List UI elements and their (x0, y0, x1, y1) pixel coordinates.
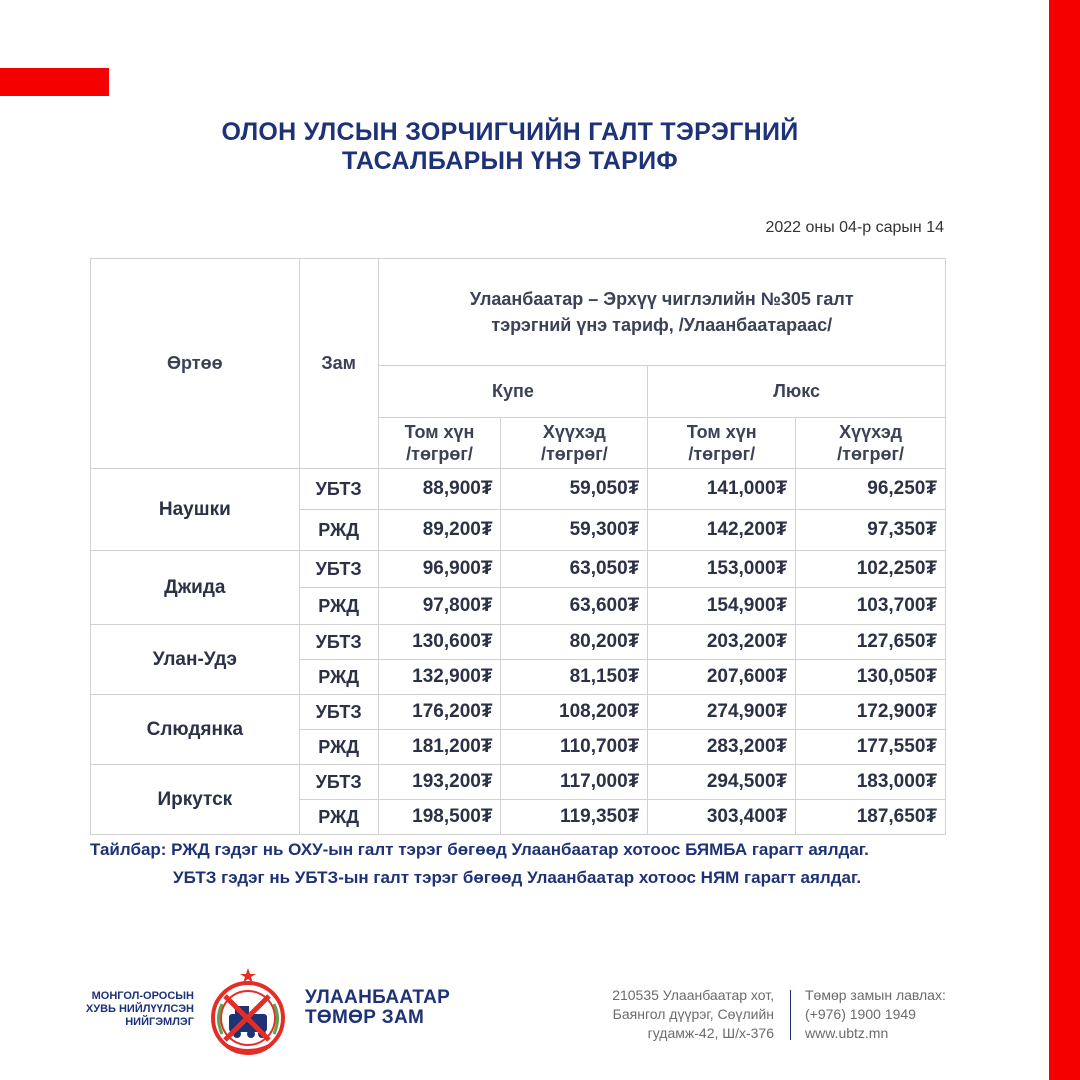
price-kupe-adult: 132,900₮ (378, 660, 501, 695)
price-kupe-child: 81,150₮ (501, 660, 648, 695)
footnote-line-1: Тайлбар: РЖД гэдэг нь ОХУ-ын галт тэрэг бөгөөд Улаанбаатар хотоос БЯМБА гарагт аялдаг. (90, 840, 869, 859)
price-kupe-adult: 193,200₮ (378, 765, 501, 800)
price-lux-child: 103,700₮ (796, 588, 946, 625)
fare-label-unit: /төгрөг/ (540, 444, 608, 464)
price-lux-child: 96,250₮ (796, 469, 946, 510)
price-lux-child: 127,650₮ (796, 625, 946, 660)
price-kupe-child: 59,050₮ (501, 469, 648, 510)
price-lux-adult: 141,000₮ (648, 469, 796, 510)
header-class-lux: Люкс (648, 366, 946, 418)
price-kupe-adult: 181,200₮ (378, 730, 501, 765)
price-kupe-adult: 89,200₮ (378, 510, 501, 551)
price-lux-child: 97,350₮ (796, 510, 946, 551)
issue-date: 2022 оны 04-р сарын 14 (765, 219, 944, 236)
fare-label-unit: /төгрөг/ (406, 444, 473, 464)
contact-info (805, 986, 946, 1043)
price-kupe-adult: 96,900₮ (378, 551, 501, 588)
header-kupe-child (501, 418, 648, 469)
left-red-accent (0, 68, 109, 96)
price-kupe-adult: 198,500₮ (378, 800, 501, 835)
table-row (91, 469, 946, 510)
price-lux-adult: 142,200₮ (648, 510, 796, 551)
org-line-3: НИЙГЭМЛЭГ (125, 1016, 194, 1028)
station-cell: Наушки (91, 469, 300, 551)
page-title (160, 118, 860, 176)
joint-venture-label (82, 990, 194, 1029)
contact-line-1: Төмөр замын лавлах: (805, 987, 946, 1003)
contact-line-2: (+976) 1900 1949 (805, 1006, 916, 1022)
rail-cell: УБТЗ (299, 765, 378, 800)
station-cell: Иркутск (91, 765, 300, 835)
station-cell: Джида (91, 551, 300, 625)
price-kupe-child: 117,000₮ (501, 765, 648, 800)
price-kupe-adult: 130,600₮ (378, 625, 501, 660)
price-lux-child: 172,900₮ (796, 695, 946, 730)
price-lux-child: 177,550₮ (796, 730, 946, 765)
table-row (91, 625, 946, 660)
price-lux-adult: 303,400₮ (648, 800, 796, 835)
table-row (91, 765, 946, 800)
rail-cell: УБТЗ (299, 551, 378, 588)
org-line-1: МОНГОЛ-ОРОСЫН (91, 990, 194, 1002)
footer-divider (790, 990, 791, 1040)
route-line-2: тэрэгний үнэ тариф, /Улаанбаатараас/ (491, 315, 833, 335)
fare-label-child: Хүүхэд (542, 422, 606, 442)
fare-label-adult: Том хүн (404, 422, 475, 442)
price-lux-adult: 283,200₮ (648, 730, 796, 765)
title-line-1: ОЛОН УЛСЫН ЗОРЧИГЧИЙН ГАЛТ ТЭРЭГНИЙ (221, 118, 799, 146)
price-lux-adult: 274,900₮ (648, 695, 796, 730)
fare-label-unit: /төгрөг/ (837, 444, 904, 464)
price-lux-adult: 207,600₮ (648, 660, 796, 695)
header-lux-child (796, 418, 946, 469)
title-line-2: ТАСАЛБАРЫН ҮНЭ ТАРИФ (341, 147, 679, 175)
price-lux-child: 130,050₮ (796, 660, 946, 695)
price-lux-adult: 153,000₮ (648, 551, 796, 588)
table-row (91, 695, 946, 730)
price-kupe-adult: 97,800₮ (378, 588, 501, 625)
brand-name (305, 988, 450, 1028)
address-line-2: Баянгол дүүрэг, Сөүлийн (612, 1006, 774, 1022)
address-line-3: гудамж-42, Ш/х-376 (647, 1025, 774, 1041)
rail-cell: РЖД (299, 660, 378, 695)
tariff-table-body (91, 469, 946, 835)
fare-label-adult: Том хүн (686, 422, 757, 442)
route-line-1: Улаанбаатар – Эрхүү чиглэлийн №305 галт (469, 289, 854, 309)
address-line-1: 210535 Улаанбаатар хот, (612, 987, 774, 1003)
station-cell: Слюдянка (91, 695, 300, 765)
price-kupe-child: 80,200₮ (501, 625, 648, 660)
price-lux-adult: 154,900₮ (648, 588, 796, 625)
rail-cell: УБТЗ (299, 469, 378, 510)
brand-line-1: УЛААНБААТАР (305, 987, 451, 1008)
price-lux-child: 102,250₮ (796, 551, 946, 588)
rail-cell: РЖД (299, 730, 378, 765)
address (588, 986, 774, 1043)
rail-cell: УБТЗ (299, 695, 378, 730)
org-line-2: ХУВЬ НИЙЛҮҮЛСЭН (85, 1003, 194, 1015)
header-lux-adult (648, 418, 796, 469)
table-row (91, 551, 946, 588)
rail-cell: РЖД (299, 588, 378, 625)
price-kupe-adult: 88,900₮ (378, 469, 501, 510)
price-kupe-child: 63,600₮ (501, 588, 648, 625)
contact-line-3: www.ubtz.mn (805, 1025, 889, 1041)
price-kupe-child: 119,350₮ (501, 800, 648, 835)
fare-label-child: Хүүхэд (839, 422, 903, 442)
ubtz-emblem-icon (205, 966, 291, 1056)
price-kupe-child: 63,050₮ (501, 551, 648, 588)
header-rail: Зам (299, 259, 378, 469)
rail-cell: РЖД (299, 510, 378, 551)
price-lux-child: 187,650₮ (796, 800, 946, 835)
header-class-kupe: Купе (378, 366, 648, 418)
price-kupe-child: 110,700₮ (501, 730, 648, 765)
price-kupe-child: 59,300₮ (501, 510, 648, 551)
price-lux-adult: 203,200₮ (648, 625, 796, 660)
tariff-table (90, 258, 946, 835)
brand-line-2: ТӨМӨР ЗАМ (305, 1007, 425, 1028)
header-route (378, 259, 945, 366)
fare-label-unit: /төгрөг/ (688, 444, 756, 464)
price-lux-child: 183,000₮ (796, 765, 946, 800)
rail-cell: УБТЗ (299, 625, 378, 660)
right-red-stripe (1049, 0, 1080, 1080)
header-station: Өртөө (91, 259, 300, 469)
price-kupe-adult: 176,200₮ (378, 695, 501, 730)
station-cell: Улан-Удэ (91, 625, 300, 695)
header-kupe-adult (378, 418, 501, 469)
footnote (90, 836, 869, 892)
price-lux-adult: 294,500₮ (648, 765, 796, 800)
rail-cell: РЖД (299, 800, 378, 835)
price-kupe-child: 108,200₮ (501, 695, 648, 730)
footnote-line-2: УБТЗ гэдэг нь УБТЗ-ын галт тэрэг бөгөөд Улаанбаатар хотоос НЯМ гарагт аялдаг. (173, 868, 862, 887)
